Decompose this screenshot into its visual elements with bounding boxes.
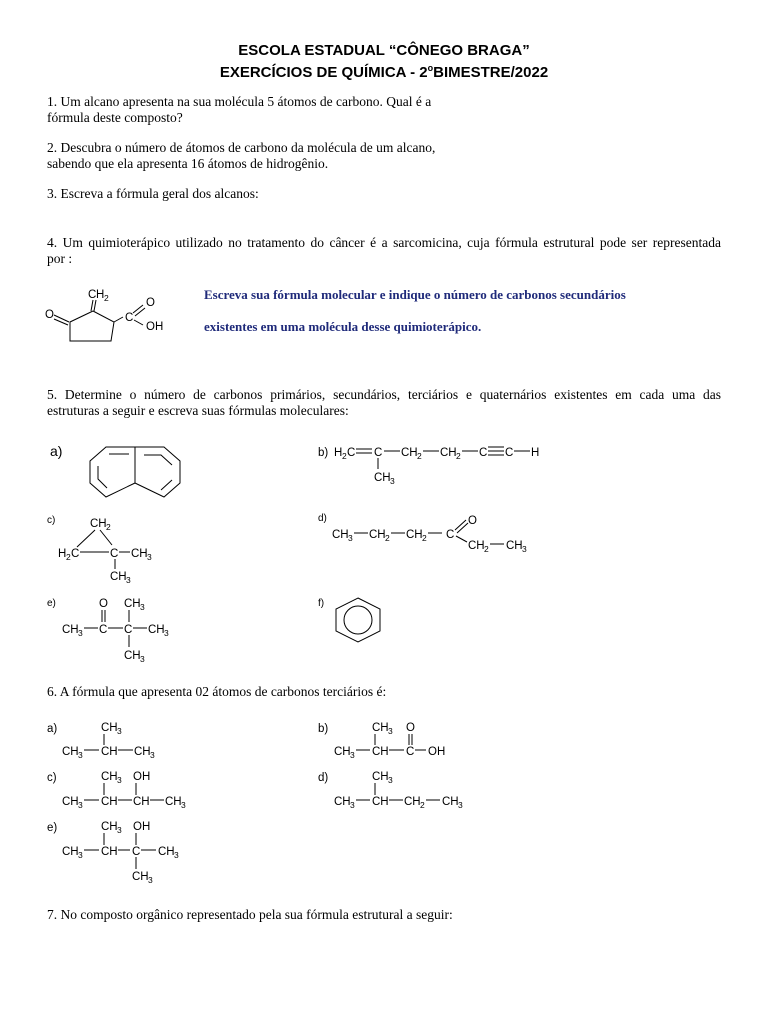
6c-ch3-top: CH xyxy=(101,771,118,783)
6e-c-quat: C xyxy=(132,846,141,858)
d-co-2 xyxy=(457,523,468,533)
6d-ch3-right: CH xyxy=(442,796,459,808)
sarc-acid-c: C xyxy=(125,312,134,324)
6e-ch3-left: CH xyxy=(62,846,79,858)
b-ch2a-2: 2 xyxy=(417,451,422,461)
6e-ch3-left-3: 3 xyxy=(78,850,83,860)
label-5a: a) xyxy=(50,443,63,459)
6b-oh: OH xyxy=(428,746,446,758)
label-6c: c) xyxy=(47,772,57,784)
6d-ch3-left-3: 3 xyxy=(350,800,355,810)
structure-5b xyxy=(318,447,539,486)
b-ch2b: CH xyxy=(440,447,457,459)
6a-ch: CH xyxy=(101,746,118,758)
structure-5a-naphthalene xyxy=(50,443,180,497)
d-ch3-end-3: 3 xyxy=(522,544,527,554)
6c-ch-1: CH xyxy=(101,796,118,808)
e-o: O xyxy=(99,598,108,610)
6d-ch3-left: CH xyxy=(334,796,351,808)
c-h2c-c: C xyxy=(71,548,80,560)
sarc-double-bond-1 xyxy=(91,300,93,311)
6b-ch: CH xyxy=(372,746,389,758)
6d-ch2: CH xyxy=(404,796,421,808)
b-ch2b-2: 2 xyxy=(456,451,461,461)
b-h-end: H xyxy=(531,447,540,459)
e-ch3-top-3: 3 xyxy=(140,602,145,612)
d-co-1 xyxy=(455,520,466,530)
6c-ch-2: CH xyxy=(133,796,150,808)
c-h2c-2: 2 xyxy=(66,552,71,562)
sarc-sub2: 2 xyxy=(104,293,109,303)
sarcomycin-structure xyxy=(45,289,163,341)
6a-ch3-left-3: 3 xyxy=(78,750,83,760)
d-ch3: CH xyxy=(332,529,349,541)
sarc-acid-oh-bond xyxy=(134,320,143,325)
6d-ch3-top-3: 3 xyxy=(388,775,393,785)
6a-ch3-left: CH xyxy=(62,746,79,758)
c-ring-right xyxy=(100,530,112,545)
question-2-line-2: sabendo que ela apresenta 16 átomos de hidrogênio. xyxy=(47,156,329,171)
question-6: 6. A fórmula que apresenta 02 átomos de carbonos terciários é: xyxy=(47,684,387,699)
6e-ch3-top-3: 3 xyxy=(117,825,122,835)
6c-ch3-left: CH xyxy=(62,796,79,808)
6a-ch3-right-3: 3 xyxy=(150,750,155,760)
c-ch3-down-3: 3 xyxy=(126,575,131,585)
sarc-ring xyxy=(70,311,114,341)
c-quat-c: C xyxy=(110,548,119,560)
6b-c: C xyxy=(406,746,415,758)
e-ch3-left-3: 3 xyxy=(78,628,83,638)
6c-ch3-top-3: 3 xyxy=(117,775,122,785)
structure-5e xyxy=(47,598,169,664)
structure-5f-benzene xyxy=(318,598,380,642)
d-ch2b-2: 2 xyxy=(422,533,427,543)
benzene-ring xyxy=(336,598,380,642)
6e-ch3-right-3: 3 xyxy=(174,850,179,860)
page-title-ordinal: o xyxy=(427,63,434,73)
c-ch3-down: CH xyxy=(110,571,127,583)
6b-ch3-left: CH xyxy=(334,746,351,758)
sarc-co-1 xyxy=(54,315,69,322)
6b-ch3-top-3: 3 xyxy=(388,726,393,736)
6c-ch3-right-3: 3 xyxy=(181,800,186,810)
question-1-line-1: 1. Um alcano apresenta na sua molécula 5 átomos de carbono. Qual é a xyxy=(47,94,432,109)
naph-inner-left xyxy=(98,466,107,488)
question-4-instruction-1: Escreva sua fórmula molecular e indique o número de carbonos secundários xyxy=(204,287,626,302)
6a-ch3-top-3: 3 xyxy=(117,726,122,736)
6e-ch: CH xyxy=(101,846,118,858)
structure-6a xyxy=(47,722,155,760)
label-5d: d) xyxy=(318,513,327,524)
structure-6c xyxy=(47,771,186,810)
6a-ch3-right: CH xyxy=(134,746,151,758)
6d-ch3-right-3: 3 xyxy=(458,800,463,810)
school-name: ESCOLA ESTADUAL “CÔNEGO BRAGA” xyxy=(238,42,530,59)
question-2-line-1: 2. Descubra o número de átomos de carbono da molécula de um alcano, xyxy=(47,140,436,155)
c-h2c-h: H xyxy=(58,548,67,560)
sarc-acid-oh: OH xyxy=(146,321,164,333)
e-ch3-right: CH xyxy=(148,624,165,636)
b-h2c-2: 2 xyxy=(342,451,347,461)
structure-6b xyxy=(318,722,445,760)
e-c-quat: C xyxy=(124,624,133,636)
label-5c: c) xyxy=(47,515,56,526)
question-4-line-2: por : xyxy=(47,251,73,266)
question-7: 7. No composto orgânico representado pela sua fórmula estrutural a seguir: xyxy=(47,907,453,922)
6e-ch3-top: CH xyxy=(101,821,118,833)
c-ch3-right: CH xyxy=(131,548,148,560)
6e-oh-top: OH xyxy=(133,821,151,833)
question-4-instruction-2: existentes em uma molécula desse quimioterápico. xyxy=(204,319,482,334)
6a-ch3-top: CH xyxy=(101,722,118,734)
6d-ch2-2: 2 xyxy=(420,800,425,810)
d-ch2a: CH xyxy=(369,529,386,541)
6e-ch3-down: CH xyxy=(132,871,149,883)
d-ch3-end: CH xyxy=(506,540,523,552)
d-ch2b: CH xyxy=(406,529,423,541)
d-carbonyl-c: C xyxy=(446,529,455,541)
e-ch3-down: CH xyxy=(124,650,141,662)
d-ch2c-2: 2 xyxy=(484,544,489,554)
structure-5d xyxy=(318,513,527,554)
e-ch3-left: CH xyxy=(62,624,79,636)
question-1-line-2: fórmula deste composto? xyxy=(47,110,183,125)
sarc-acid-co-1 xyxy=(133,305,143,313)
sarc-to-cooh xyxy=(114,317,123,322)
e-c-carbonyl: C xyxy=(99,624,108,636)
b-c5: C xyxy=(479,447,488,459)
c-ch2-top-2: 2 xyxy=(106,522,111,532)
structure-6d xyxy=(318,771,463,810)
question-5-line-1: 5. Determine o número de carbonos primários, secundários, terciários e quaternários existentes em cada uma das xyxy=(47,387,721,402)
structure-6e xyxy=(47,821,179,885)
6c-ch3-left-3: 3 xyxy=(78,800,83,810)
b-c2: C xyxy=(374,447,383,459)
benzene-circle xyxy=(344,606,372,634)
sarc-co-2 xyxy=(54,319,68,325)
page-title-main: EXERCÍCIOS DE QUÍMICA - 2 xyxy=(219,64,428,81)
c-ch2-top: CH xyxy=(90,518,107,530)
question-5-line-2: estruturas a seguir e escreva suas fórmulas moleculares: xyxy=(47,403,349,418)
label-6a: a) xyxy=(47,723,58,735)
label-5f: f) xyxy=(318,598,325,609)
sarc-c-label: C xyxy=(88,289,97,301)
structure-5c xyxy=(47,515,152,585)
label-6d: d) xyxy=(318,772,329,784)
e-ch3-top: CH xyxy=(124,598,141,610)
6b-o: O xyxy=(406,722,415,734)
b-h2c-c: C xyxy=(347,447,356,459)
6b-ch3-left-3: 3 xyxy=(350,750,355,760)
d-ch2c: CH xyxy=(468,540,485,552)
6d-ch3-top: CH xyxy=(372,771,389,783)
naph-inner-right-bottom xyxy=(161,480,172,490)
b-h2c-h: H xyxy=(334,447,343,459)
6c-oh-top: OH xyxy=(133,771,151,783)
sarc-acid-co-2 xyxy=(135,308,145,316)
b-ch2a: CH xyxy=(401,447,418,459)
d-bond-4 xyxy=(456,536,467,542)
c-ring-left xyxy=(77,530,95,547)
sarc-h-label: H xyxy=(96,289,105,301)
b-c6: C xyxy=(505,447,514,459)
label-6b: b) xyxy=(318,723,329,735)
6b-ch3-top: CH xyxy=(372,722,389,734)
c-ch3-right-3: 3 xyxy=(147,552,152,562)
sarc-double-bond-2 xyxy=(94,300,96,311)
b-ch3-3: 3 xyxy=(390,476,395,486)
6e-ch3-right: CH xyxy=(158,846,175,858)
6d-ch: CH xyxy=(372,796,389,808)
question-4-line-1: 4. Um quimioterápico utilizado no tratamento do câncer é a sarcomicina, cuja fórmula estrutural pode ser representada xyxy=(47,235,721,250)
d-o: O xyxy=(468,515,477,527)
b-ch3: CH xyxy=(374,472,391,484)
6c-ch3-right: CH xyxy=(165,796,182,808)
e-ch3-down-3: 3 xyxy=(140,654,145,664)
label-5e: e) xyxy=(47,598,56,609)
d-ch3-3: 3 xyxy=(348,533,353,543)
sarc-acid-o: O xyxy=(146,297,155,309)
page-title-tail: BIMESTRE/2022 xyxy=(433,64,549,81)
naph-inner-right xyxy=(144,455,172,465)
question-3: 3. Escreva a fórmula geral dos alcanos: xyxy=(47,186,259,201)
d-ch2a-2: 2 xyxy=(385,533,390,543)
6e-ch3-down-3: 3 xyxy=(148,875,153,885)
e-ch3-right-3: 3 xyxy=(164,628,169,638)
sarc-ketone-o: O xyxy=(45,309,54,321)
label-5b: b) xyxy=(318,447,329,459)
label-6e: e) xyxy=(47,822,58,834)
